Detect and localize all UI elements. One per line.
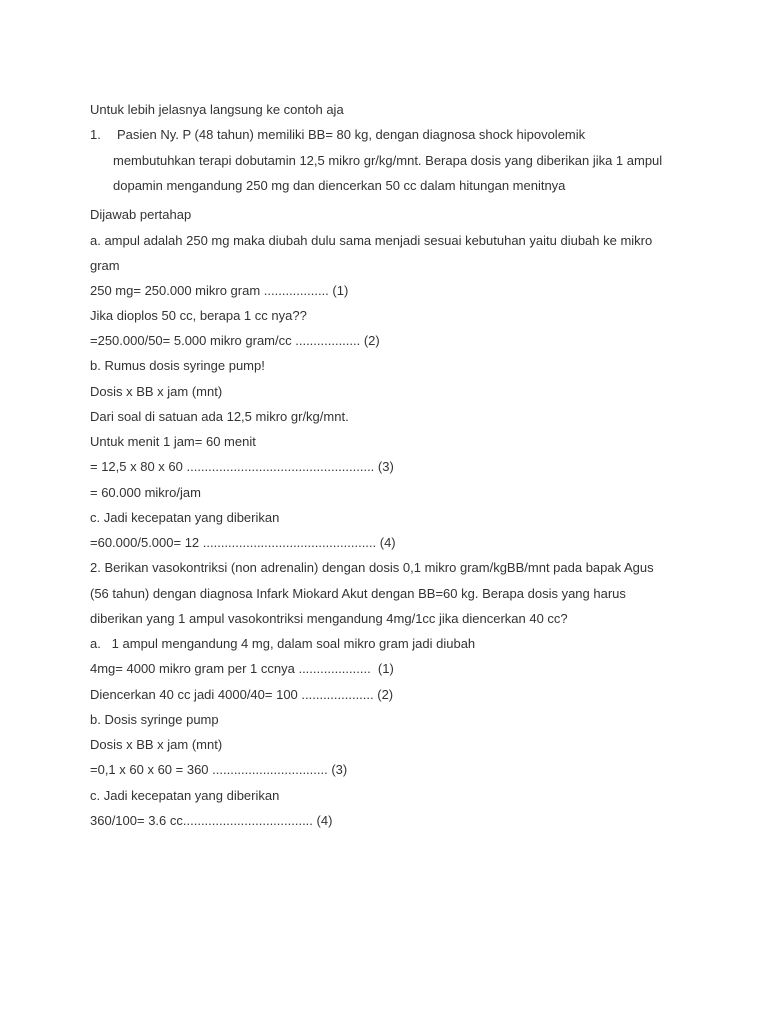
solution-2-line: b. Dosis syringe pump — [90, 712, 219, 727]
solution-2-line: =0,1 x 60 x 60 = 360 ................................ (3) — [90, 762, 348, 777]
problem-1-line: Pasien Ny. P (48 tahun) memiliki BB= 80 kg, dengan diagnosa shock hipovolemik — [117, 127, 586, 142]
solution-1-line: Dari soal di satuan ada 12,5 mikro gr/kg/mnt. — [90, 409, 349, 424]
solution-1-line: 250 mg= 250.000 mikro gram .................. (1) — [90, 283, 349, 298]
solution-1-line: = 60.000 mikro/jam — [90, 485, 201, 500]
solution-2-line: a. 1 ampul mengandung 4 mg, dalam soal mikro gram jadi diubah — [90, 636, 476, 651]
solution-1-line: a. ampul adalah 250 mg maka diubah dulu sama menjadi sesuai kebutuhan yaitu diubah ke mikro — [90, 233, 653, 248]
solution-2-line: 360/100= 3.6 cc.................................... (4) — [90, 813, 333, 828]
solution-1-line: =250.000/50= 5.000 mikro gram/cc .................. (2) — [90, 333, 380, 348]
solution-2-line: c. Jadi kecepatan yang diberikan — [90, 788, 280, 803]
solution-1-line: Dosis x BB x jam (mnt) — [90, 384, 223, 399]
problem-2-line: 2. Berikan vasokontriksi (non adrenalin) dengan dosis 0,1 mikro gram/kgBB/mnt pada bapak Agus — [90, 560, 654, 575]
solution-1-line: c. Jadi kecepatan yang diberikan — [90, 510, 280, 525]
solution-1-line: =60.000/5.000= 12 ................................................ (4) — [90, 535, 396, 550]
solution-1-line: gram — [90, 258, 120, 273]
solution-1-line: Dijawab pertahap — [90, 207, 192, 222]
solution-2-line: Diencerkan 40 cc jadi 4000/40= 100 .................... (2) — [90, 687, 394, 702]
problem-2-line: (56 tahun) dengan diagnosa Infark Miokard Akut dengan BB=60 kg. Berapa dosis yang harus — [90, 586, 626, 601]
problem-1-line: membutuhkan terapi dobutamin 12,5 mikro gr/kg/mnt. Berapa dosis yang diberikan jika 1 ampul — [113, 153, 663, 168]
solution-2-line: Dosis x BB x jam (mnt) — [90, 737, 223, 752]
solution-1-line: b. Rumus dosis syringe pump! — [90, 358, 265, 373]
solution-1-line: Untuk menit 1 jam= 60 menit — [90, 434, 256, 449]
intro-text: Untuk lebih jelasnya langsung ke contoh aja — [90, 102, 344, 117]
solution-2-line: 4mg= 4000 mikro gram per 1 ccnya .................... (1) — [90, 661, 394, 676]
solution-1-line: Jika dioplos 50 cc, berapa 1 cc nya?? — [90, 308, 307, 323]
problem-1-number: 1. — [90, 127, 101, 142]
problem-1-line: dopamin mengandung 250 mg dan diencerkan 50 cc dalam hitungan menitnya — [113, 178, 566, 193]
problem-2-line: diberikan yang 1 ampul vasokontriksi mengandung 4mg/1cc jika diencerkan 40 cc? — [90, 611, 568, 626]
solution-1-line: = 12,5 x 80 x 60 .................................................... (3) — [90, 459, 394, 474]
